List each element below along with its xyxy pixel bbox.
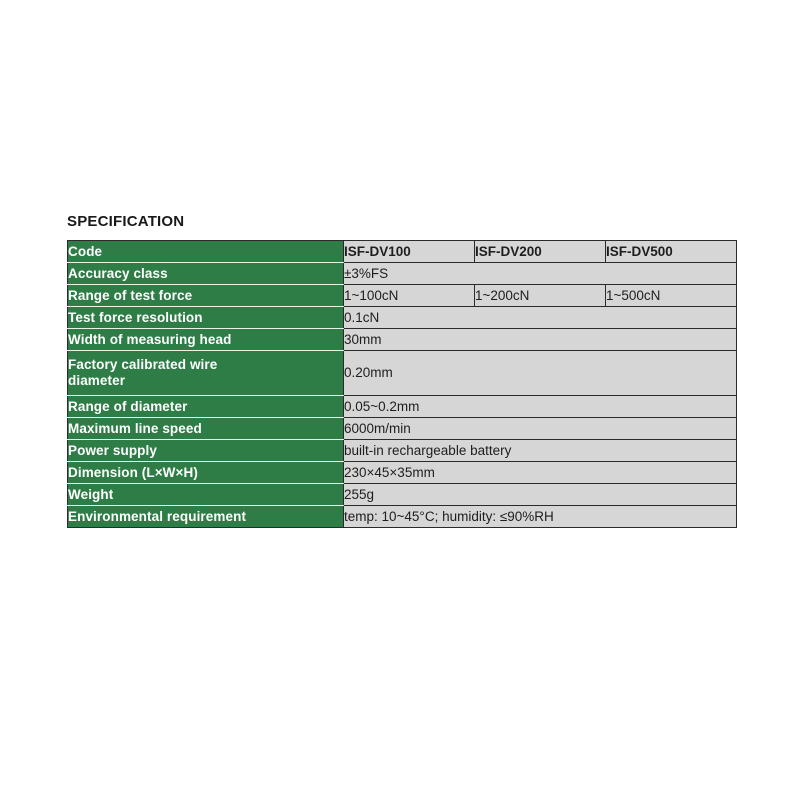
table-row (68, 440, 737, 462)
cell-range-of-diameter-value: 0.05~0.2mm (344, 396, 737, 418)
row-label-code (68, 241, 344, 263)
label-text-line2: diameter (68, 373, 126, 388)
label-text: Weight (68, 486, 114, 502)
cell-weight-value: 255g (344, 484, 737, 506)
table-row (68, 418, 737, 440)
label-text: Test force resolution (68, 309, 203, 325)
row-label-environmental-requirement (68, 506, 344, 528)
cell-range-test-force-dv100: 1~100cN (344, 285, 475, 307)
cell-test-force-resolution-value: 0.1cN (344, 307, 737, 329)
cell-power-supply-value: built-in rechargeable battery (344, 440, 737, 462)
row-label-power-supply (68, 440, 344, 462)
row-label-width-of-measuring-head (68, 329, 344, 351)
cell-factory-calibrated-wire-diameter-value: 0.20mm (344, 351, 737, 396)
label-text: Power supply (68, 442, 157, 458)
table-row (68, 396, 737, 418)
table-row (68, 307, 737, 329)
label-text: Range of test force (68, 287, 193, 303)
row-label-accuracy-class (68, 263, 344, 285)
row-label-test-force-resolution (68, 307, 344, 329)
row-label-range-of-test-force (68, 285, 344, 307)
table-row (68, 285, 737, 307)
cell-code-dv500: ISF-DV500 (606, 241, 737, 263)
specification-table (67, 240, 737, 528)
row-label-factory-calibrated-wire-diameter (68, 351, 344, 396)
label-text: Accuracy class (68, 265, 168, 281)
cell-range-test-force-dv500: 1~500cN (606, 285, 737, 307)
label-text: Width of measuring head (68, 331, 232, 347)
table-row (68, 241, 737, 263)
cell-maximum-line-speed-value: 6000m/min (344, 418, 737, 440)
row-label-weight (68, 484, 344, 506)
table-row (68, 263, 737, 285)
specification-table-body (68, 241, 737, 528)
table-row (68, 329, 737, 351)
label-text-line1: Factory calibrated wire (68, 357, 218, 372)
cell-range-test-force-dv200: 1~200cN (475, 285, 606, 307)
row-label-dimension (68, 462, 344, 484)
label-text: Maximum line speed (68, 420, 202, 436)
table-row (68, 484, 737, 506)
cell-accuracy-class-value: ±3%FS (344, 263, 737, 285)
row-label-maximum-line-speed (68, 418, 344, 440)
cell-environmental-requirement-value: temp: 10~45°C; humidity: ≤90%RH (344, 506, 737, 528)
label-text: Dimension (L×W×H) (68, 464, 198, 480)
label-text: Code (68, 243, 103, 259)
table-row (68, 506, 737, 528)
table-row (68, 351, 737, 396)
cell-dimension-value: 230×45×35mm (344, 462, 737, 484)
label-text: Range of diameter (68, 398, 188, 414)
cell-width-measuring-head-value: 30mm (344, 329, 737, 351)
cell-code-dv100: ISF-DV100 (344, 241, 475, 263)
page-title: SPECIFICATION (67, 213, 185, 230)
specification-section (67, 214, 737, 528)
cell-code-dv200: ISF-DV200 (475, 241, 606, 263)
label-text: Environmental requirement (68, 508, 247, 524)
table-row (68, 462, 737, 484)
row-label-range-of-diameter (68, 396, 344, 418)
